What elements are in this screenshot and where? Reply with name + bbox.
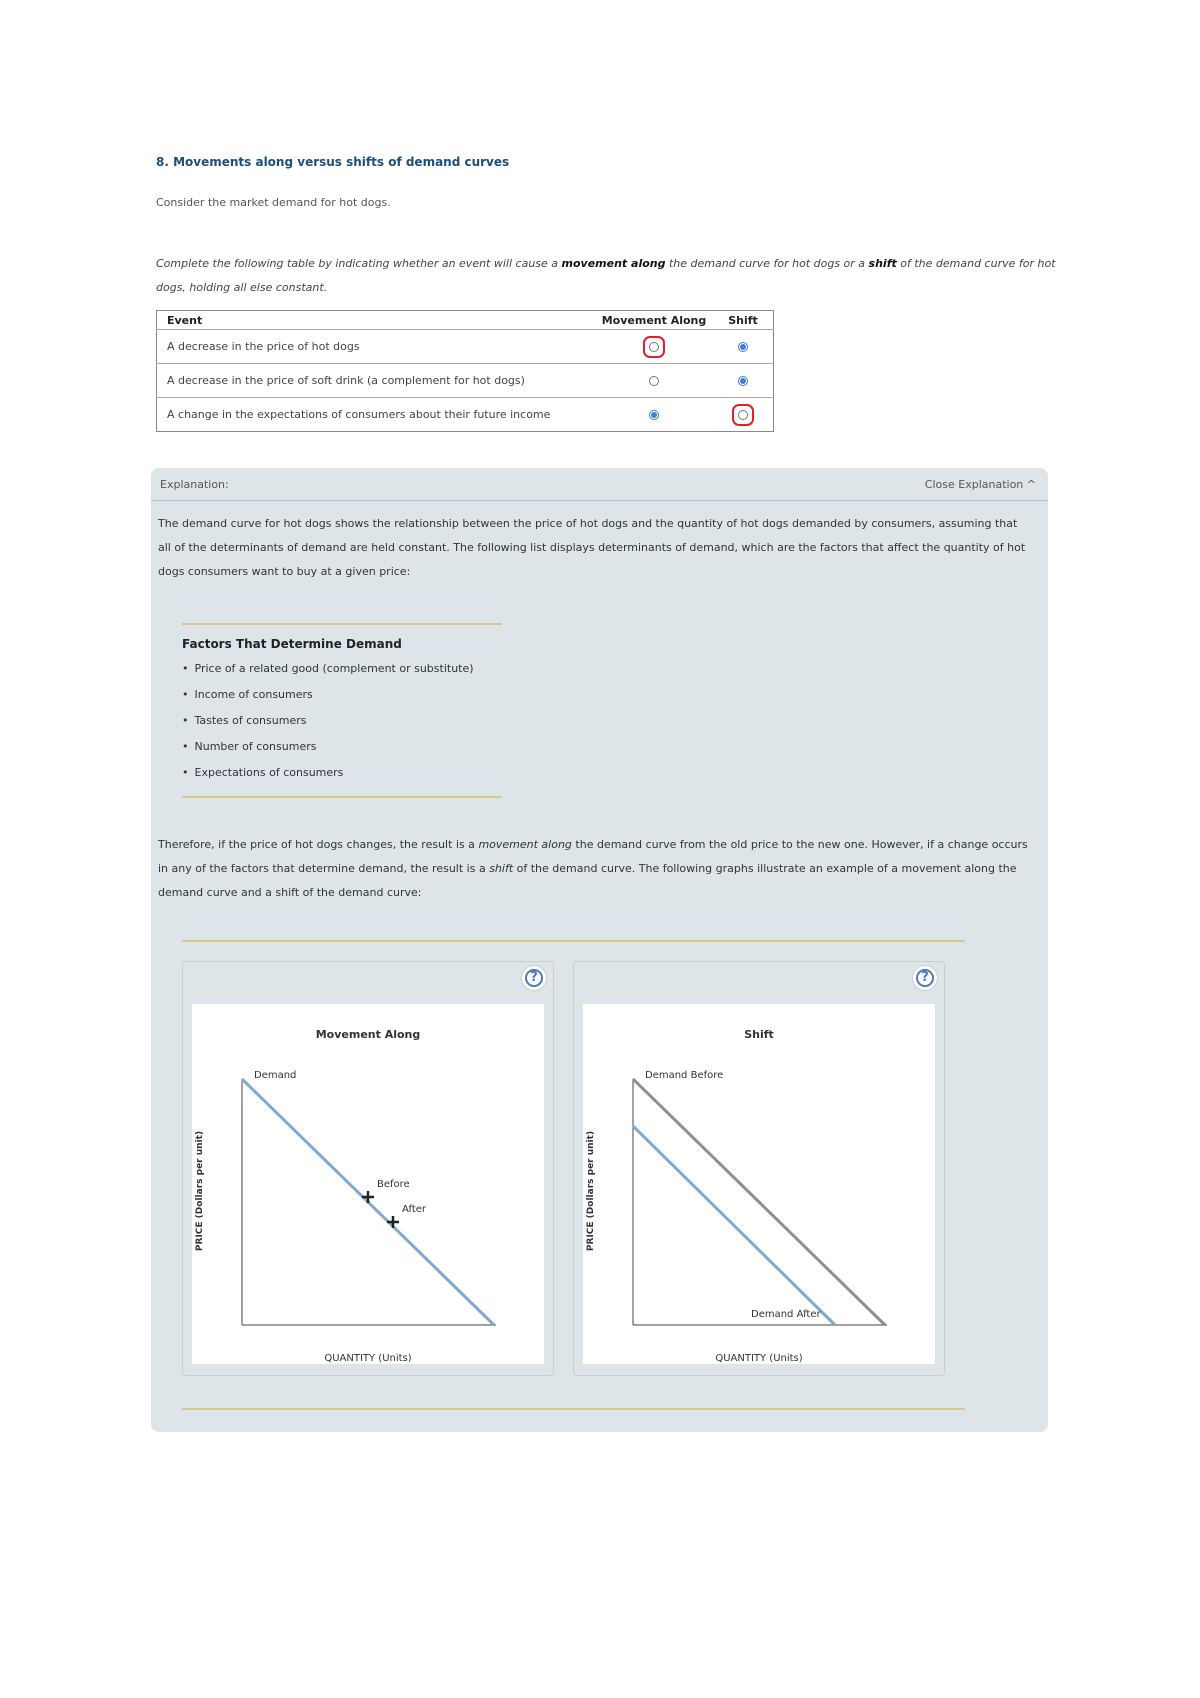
cell-shift <box>713 398 774 432</box>
demand-before-label: Demand Before <box>645 1070 724 1081</box>
after-label: After <box>402 1204 427 1215</box>
list-item: • Price of a related good (complement or substitute) <box>182 656 474 682</box>
question-intro: Consider the market demand for hot dogs. <box>156 196 391 209</box>
events-table <box>156 310 774 432</box>
close-explanation-button[interactable]: Close Explanation ^ <box>924 478 1036 491</box>
list-item: • Number of consumers <box>182 734 474 760</box>
movement-along-graph <box>192 1004 544 1364</box>
question-mark-icon: ? <box>530 970 538 985</box>
shift-graph <box>583 1004 935 1364</box>
help-button-shift[interactable] <box>912 965 938 991</box>
y-axis-label: PRICE (Dollars per unit) <box>195 1130 205 1252</box>
event-text: A decrease in the price of soft drink (a complement for hot dogs) <box>157 364 596 398</box>
explanation-label: Explanation: <box>160 478 229 491</box>
header-event: Event <box>167 313 203 327</box>
explanation-panel <box>151 468 1048 1432</box>
table-row <box>157 364 774 398</box>
factors-top-rule <box>182 623 502 625</box>
explanation-header <box>151 468 1048 501</box>
radio-movement-row2[interactable] <box>649 376 659 386</box>
event-text: A change in the expectations of consumers about their future income <box>157 398 596 432</box>
help-button-movement[interactable] <box>521 965 547 991</box>
x-axis-label: QUANTITY (Units) <box>324 1353 412 1364</box>
before-point <box>362 1191 374 1203</box>
explanation-paragraph-2: Therefore, if the price of hot dogs changes, the result is a movement along the demand curve from the old price to the new one. However, if a change occurs in any of the factors that determine demand, the result is a shift of the demand curve. The following graphs illustrate an example of a movement along the demand curve and a shift of the demand curve: <box>158 838 1028 899</box>
graphs-top-rule <box>182 940 965 942</box>
demand-label: Demand <box>254 1070 297 1081</box>
radio-shift-row1[interactable] <box>738 342 748 352</box>
cell-movement <box>595 364 713 398</box>
factors-title: Factors That Determine Demand <box>182 637 402 651</box>
x-axis-label: QUANTITY (Units) <box>715 1353 803 1364</box>
list-item: • Tastes of consumers <box>182 708 474 734</box>
y-axis-label: PRICE (Dollars per unit) <box>586 1130 596 1252</box>
cell-movement <box>595 398 713 432</box>
cell-shift <box>713 364 774 398</box>
header-shift: Shift <box>728 313 758 327</box>
event-text: A decrease in the price of hot dogs <box>157 330 596 364</box>
cell-movement <box>595 330 713 364</box>
factors-bottom-rule <box>182 796 502 798</box>
table-row <box>157 398 774 432</box>
radio-movement-row1[interactable] <box>649 342 659 352</box>
demand-after-label: Demand After <box>751 1309 821 1320</box>
list-item: • Expectations of consumers <box>182 760 474 786</box>
cell-shift <box>713 330 774 364</box>
graphs-bottom-rule <box>182 1408 965 1410</box>
movement-along-svg <box>192 1004 544 1364</box>
radio-shift-row2[interactable] <box>738 376 748 386</box>
demand-after-curve <box>633 1126 835 1325</box>
shift-panel <box>573 961 945 1376</box>
after-point <box>387 1216 399 1228</box>
radio-movement-row3[interactable] <box>649 410 659 420</box>
movement-along-panel <box>182 961 554 1376</box>
demand-before-curve <box>633 1079 885 1325</box>
explanation-paragraph-1: The demand curve for hot dogs shows the relationship between the price of hot dogs and the quantity of hot dogs demanded by consumers, assuming that all of the determinants of demand are held constant. The following list displays determinants of demand, which are the factors that affect the quantity of hot dogs consumers want to buy at a given price: <box>158 517 1026 578</box>
incorrect-marker <box>732 404 754 426</box>
header-movement-along: Movement Along <box>601 313 707 327</box>
question-mark-icon: ? <box>921 970 929 985</box>
before-label: Before <box>377 1179 410 1190</box>
graph-title: Movement Along <box>315 1028 421 1041</box>
table-row <box>157 330 774 364</box>
question-instruction: Complete the following table by indicating whether an event will cause a movement along the demand curve for hot dogs or a shift of the demand curve for hot dogs, holding all else constant. <box>156 257 1056 294</box>
list-item: • Income of consumers <box>182 682 474 708</box>
factors-list <box>182 656 474 786</box>
radio-shift-row3[interactable] <box>738 410 748 420</box>
graph-title: Shift <box>744 1028 774 1041</box>
incorrect-marker <box>643 336 665 358</box>
question-title: 8. Movements along versus shifts of demand curves <box>156 155 510 169</box>
